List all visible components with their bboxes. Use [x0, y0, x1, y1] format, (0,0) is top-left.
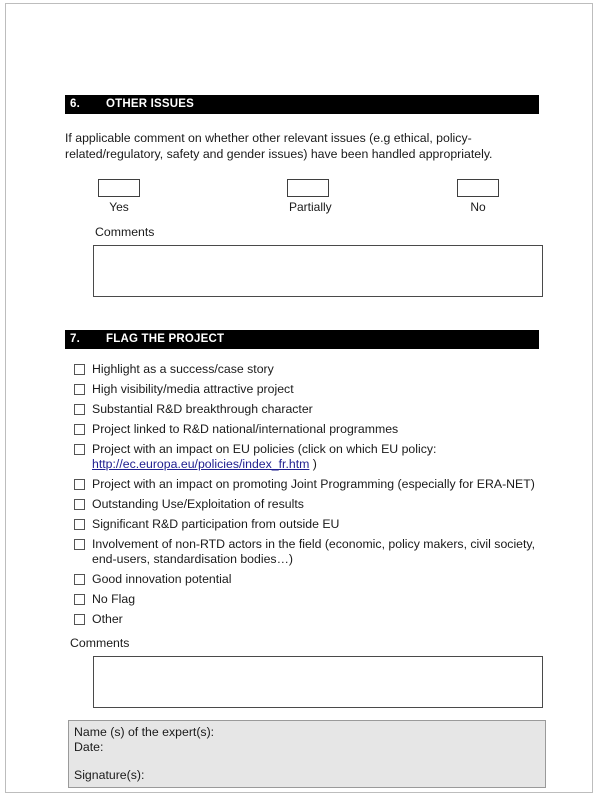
flag-item-label: No Flag [92, 592, 136, 606]
checkbox-icon[interactable] [74, 479, 85, 490]
choice-no[interactable] [457, 179, 499, 214]
checkbox-icon[interactable] [74, 404, 85, 415]
signature-label: Signature(s): [74, 768, 145, 782]
eu-policy-link[interactable]: http://ec.europa.eu/policies/index_fr.htm [92, 457, 310, 471]
checkbox-icon[interactable] [74, 444, 85, 455]
section-number: 6. [70, 98, 80, 110]
flag-item-label: Project with an impact on promoting Joint Programming (especially for ERA-NET) [92, 477, 535, 491]
flag-item-text-before: Project with an impact on EU policies (click on which EU policy: [92, 442, 437, 456]
section-title: OTHER ISSUES [106, 98, 195, 110]
signature-block [68, 720, 546, 788]
choice-partially-label: Partially [289, 200, 332, 214]
flag-item-label: High visibility/media attractive project [92, 382, 294, 396]
checkbox-icon[interactable] [74, 574, 85, 585]
flag-item[interactable] [65, 477, 539, 492]
choice-partially-checkbox[interactable] [287, 179, 329, 197]
date-label: Date: [74, 740, 104, 754]
flag-checkbox-list [65, 362, 539, 627]
section-header-flag-the-project [65, 330, 539, 349]
flag-item[interactable] [65, 572, 539, 587]
flag-item[interactable] [65, 497, 539, 512]
expert-name-label: Name (s) of the expert(s): [74, 725, 215, 739]
spacer [74, 755, 545, 768]
choice-yes-checkbox[interactable] [98, 179, 140, 197]
checkbox-icon[interactable] [74, 499, 85, 510]
flag-item-label: Good innovation potential [92, 572, 232, 586]
checkbox-icon[interactable] [74, 594, 85, 605]
flag-item-label: Involvement of non-RTD actors in the field (economic, policy makers, civil society, end-users, standardisation bodies…) [92, 537, 536, 566]
flag-item[interactable] [65, 402, 539, 417]
flag-item[interactable] [65, 592, 539, 607]
section-header-other-issues [65, 95, 539, 114]
flag-item-label: Highlight as a success/case story [92, 362, 274, 376]
flag-item-text-after: ) [312, 457, 317, 471]
flag-item-label: Outstanding Use/Exploitation of results [92, 497, 304, 511]
section-6-comments-label: Comments [95, 225, 155, 239]
checkbox-icon[interactable] [74, 614, 85, 625]
choice-yes[interactable] [98, 179, 140, 214]
flag-item[interactable] [65, 517, 539, 532]
section-7-comments-label: Comments [70, 636, 130, 650]
choice-no-checkbox[interactable] [457, 179, 499, 197]
flag-item-eu-policies[interactable] [65, 442, 539, 472]
checkbox-icon[interactable] [74, 384, 85, 395]
flag-item-label: Project linked to R&D national/international programmes [92, 422, 399, 436]
choice-partially[interactable] [287, 179, 332, 214]
choice-no-label: No [470, 200, 486, 214]
section-6-comments-field[interactable] [93, 245, 543, 297]
checkbox-icon[interactable] [74, 424, 85, 435]
flag-item[interactable] [65, 362, 539, 377]
flag-item-label: Significant R&D participation from outside EU [92, 517, 340, 531]
flag-item-label: Substantial R&D breakthrough character [92, 402, 313, 416]
checkbox-icon[interactable] [74, 519, 85, 530]
page-content [65, 95, 539, 788]
section-6-intro-text: If applicable comment on whether other relevant issues (e.g ethical, policy-related/regulatory, safety and gender issues) have been handled appropriately. [65, 131, 493, 161]
flag-item-label [92, 442, 539, 472]
choice-yes-label: Yes [109, 200, 129, 214]
flag-item[interactable] [65, 612, 539, 627]
document-page [5, 3, 593, 793]
section-title: FLAG THE PROJECT [106, 333, 225, 345]
flag-item[interactable] [65, 537, 539, 567]
section-number: 7. [70, 333, 80, 345]
flag-item[interactable] [65, 422, 539, 437]
flag-item-label: Other [92, 612, 123, 626]
section-7-comments-field[interactable] [93, 656, 543, 708]
checkbox-icon[interactable] [74, 539, 85, 550]
other-issues-choice-row [65, 179, 539, 225]
checkbox-icon[interactable] [74, 364, 85, 375]
flag-item[interactable] [65, 382, 539, 397]
